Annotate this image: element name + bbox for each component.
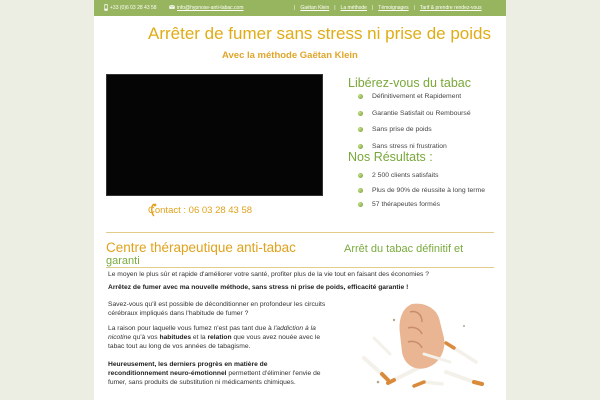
list-item: Sans stress ni frustration [356,142,506,152]
intro-paragraph: Le moyen le plus sûr et rapide d'améliorer votre santé, profiter plus de la vie tout en faisant des économies ? [108,271,429,278]
nav-item-methode[interactable]: La méthode [340,5,367,11]
paragraph: Heureusement, les derniers progrès en matière de reconditionnement neuro-émotionnel permettent d'éliminer l'envie de fumer, sans produits de substitution ni médicaments chimiques. [108,361,321,386]
page-subtitle: Avec la méthode Gaëtan Klein [222,50,358,61]
phone-icon [103,4,109,11]
page-background-left [0,0,94,400]
top-phone: +33 (0)6 03 28 43 58 [110,5,157,11]
bullet-icon [358,94,363,99]
page-background-right [506,0,600,400]
list-item: Sans prise de poids [356,125,506,135]
liberez-list [356,92,506,151]
nav-item-temoignages[interactable]: Témoignages [378,5,409,11]
nav-separator: | [294,5,296,11]
nav-separator: | [334,5,336,11]
contact-phone[interactable]: Contact : 06 03 28 43 58 [148,205,253,216]
bullet-icon [358,173,363,178]
mail-icon [169,4,175,10]
section-side-title-continued: garanti [106,255,140,267]
page-container [94,0,506,400]
resultats-heading: Nos Résultats : [348,150,433,164]
liberez-heading: Libérez-vous du tabac [348,76,471,90]
list-item: 57 thérapeutes formés [356,200,506,210]
bullet-icon [358,144,363,149]
nav-item-tarif[interactable]: Tarif & prendre rendez-vous [419,5,482,11]
top-nav [289,5,482,11]
section-side-title: Arrêt du tabac définitif et [344,243,464,255]
top-email-link[interactable]: info@hypnose-anti-tabac.com [177,5,244,11]
bullet-icon [358,127,363,132]
top-bar [94,0,506,16]
list-item: Définitivement et Rapidement [356,92,506,102]
bold-paragraph: Arrêtez de fumer avec ma nouvelle méthode, sans stress ni prise de poids, efficacité garantie ! [108,284,409,291]
resultats-list [356,171,506,210]
nav-separator: | [413,5,415,11]
nav-separator: | [371,5,374,11]
list-item: Plus de 90% de réussite à long terme [356,186,506,196]
bullet-icon [358,202,363,207]
divider [106,267,494,268]
paragraph: Savez-vous qu'il est possible de déconditionner en profondeur les circuits cérébraux impliqués dans l'habitude de fumer ? [108,301,326,317]
divider [106,232,494,233]
bullet-icon [358,111,363,116]
video-player[interactable] [106,74,323,196]
list-item: 2 500 clients satisfaits [356,171,506,181]
paragraph: La raison pour laquelle vous fumez n'est pas tant due à l'addiction à la nicotine qu'à vos habitudes et la relation que vous avez nouée avec le tabac tout au long de vos années de tabagisme. [108,325,321,350]
nav-item-gaetan-klein[interactable]: Gaëtan Klein [300,5,330,11]
page-title: Arrêter de fumer sans stress ni prise de poids [148,24,491,43]
list-item: Garantie Satisfait ou Remboursé [356,109,506,119]
crushed-cigarettes-photo [354,298,494,388]
bullet-icon [358,188,363,193]
section-title: Centre thérapeutique anti-tabac [106,240,296,255]
